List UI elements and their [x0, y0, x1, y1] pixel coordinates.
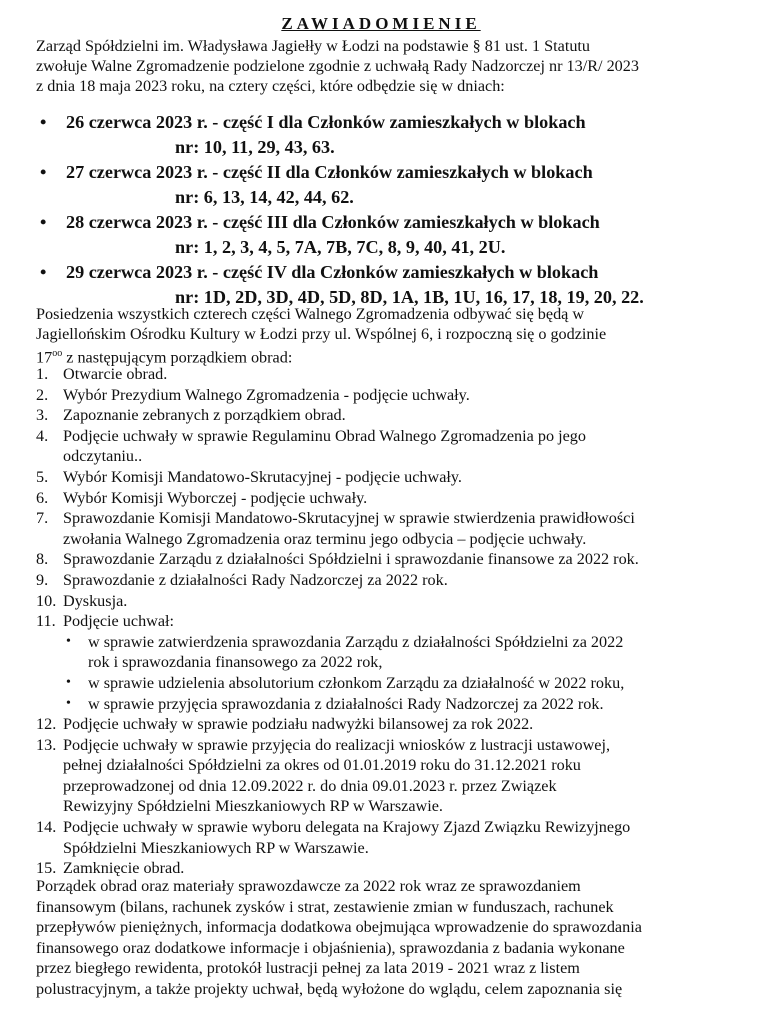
- start-hour: 17: [36, 348, 53, 367]
- agenda-item: [36, 385, 736, 406]
- agenda-item-text: Podjęcie uchwały w sprawie wyboru delegata na Krajowy Zjazd Związku Rewizyjnego: [63, 818, 631, 837]
- agenda-item-number: 3.: [36, 406, 49, 425]
- materials-line: finansowego oraz dodatkowe informacje i objaśnienia), sprawozdania z badania wykonane: [36, 938, 625, 957]
- notice-title: ZAWIADOMIENIE: [281, 14, 481, 33]
- resolution-text: w sprawie zatwierdzenia sprawozdania Zarządu z działalności Spółdzielni za 2022: [88, 632, 624, 651]
- meeting-part-1: [40, 110, 740, 160]
- meeting-part-2: [40, 160, 740, 210]
- agenda-item-text: Wybór Komisji Wyborczej - podjęcie uchwały.: [63, 488, 368, 507]
- intro-paragraph: [36, 36, 726, 96]
- agenda-item: [36, 714, 736, 735]
- materials-line: Porządek obrad oraz materiały sprawozdawcze za 2022 rok wraz ze sprawozdaniem: [36, 877, 581, 895]
- agenda-item-number: 5.: [36, 467, 49, 486]
- agenda-list: [36, 364, 736, 879]
- venue-line: Jagiellońskim Ośrodku Kultury w Łodzi przy ul. Wspólnej 6, i rozpoczną się o godzinie: [36, 325, 607, 343]
- intro-line: Zarząd Spółdzielni im. Władysława Jagiełły w Łodzi na podstawie § 81 ust. 1 Statutu: [36, 37, 591, 55]
- bullet: •: [40, 112, 47, 132]
- meeting-blocks-line: nr: 1D, 2D, 3D, 4D, 5D, 8D, 1A, 1B, 1U, 16, 17, 18, 19, 20, 22.: [175, 287, 644, 307]
- agenda-item-text: Sprawozdanie Komisji Mandatowo-Skrutacyjnej w sprawie stwierdzenia prawidłowości: [63, 509, 635, 528]
- agenda-item-text: Dyskusja.: [63, 591, 128, 610]
- agenda-item: [36, 611, 736, 632]
- agenda-item: [36, 735, 736, 817]
- meeting-part-3: [40, 210, 740, 260]
- resolution-text: rok i sprawozdania finansowego za 2022 rok,: [88, 653, 383, 672]
- agenda-item-text: Sprawozdanie z działalności Rady Nadzorczej za 2022 rok.: [63, 570, 448, 589]
- bullet: •: [40, 212, 47, 232]
- agenda-item-text: Wybór Komisji Mandatowo-Skrutacyjnej - podjęcie uchwały.: [63, 467, 462, 486]
- agenda-item-number: 1.: [36, 365, 49, 383]
- agenda-item-text: Podjęcie uchwały w sprawie przyjęcia do realizacji wniosków z lustracji ustawowej,: [63, 735, 611, 754]
- agenda-intro: z następującym porządkiem obrad:: [62, 348, 293, 367]
- materials-paragraph: [36, 876, 726, 1000]
- resolution-text: w sprawie udzielenia absolutorium członkom Zarządu za działalność w 2022 roku,: [88, 673, 625, 692]
- agenda-item-number: 4.: [36, 426, 49, 445]
- agenda-item-text: Zamknięcie obrad.: [63, 859, 185, 878]
- intro-line: zwołuje Walne Zgromadzenie podzielone zgodnie z uchwałą Rady Nadzorczej nr 13/R/ 2023: [36, 57, 639, 75]
- meeting-blocks-line: nr: 1, 2, 3, 4, 5, 7A, 7B, 7C, 8, 9, 40, 41, 2U.: [175, 237, 506, 257]
- agenda-item: [36, 405, 736, 426]
- bullet: •: [40, 162, 47, 182]
- materials-line: polustracyjnym, a także projekty uchwał, będą wyłożone do wglądu, celem zapoznania się: [36, 979, 623, 998]
- meeting-blocks-line: nr: 10, 11, 29, 43, 63.: [175, 137, 335, 157]
- resolution-item: [36, 694, 736, 715]
- resolution-item: [36, 632, 736, 673]
- agenda-item: [36, 467, 736, 488]
- start-minutes: oo: [52, 348, 63, 359]
- agenda-item-text: pełnej działalności Spółdzielni za okres od 01.01.2019 roku do 31.12.2021 roku: [63, 756, 581, 775]
- intro-line: z dnia 18 maja 2023 roku, na cztery części, które odbędzie się w dniach:: [36, 77, 505, 95]
- agenda-item-text: Sprawozdanie Zarządu z działalności Spółdzielni i sprawozdanie finansowe za 2022 rok.: [63, 550, 639, 569]
- agenda-item-number: 8.: [36, 550, 49, 569]
- agenda-item-number: 15.: [36, 859, 57, 878]
- bullet: •: [66, 633, 71, 649]
- agenda-item-number: 13.: [36, 735, 57, 754]
- agenda-item-text: Otwarcie obrad.: [63, 365, 168, 383]
- meeting-date-line: 27 czerwca 2023 r. - część II dla Członków zamieszkałych w blokach: [66, 162, 593, 182]
- agenda-item: [36, 549, 736, 570]
- agenda-item-number: 7.: [36, 509, 49, 528]
- meeting-date-line: 26 czerwca 2023 r. - część I dla Członków zamieszkałych w blokach: [66, 112, 586, 132]
- agenda-item: [36, 508, 736, 549]
- agenda-item-number: 9.: [36, 570, 49, 589]
- agenda-item-text: Spółdzielni Mieszkaniowych RP w Warszawie.: [63, 838, 369, 857]
- agenda-item-number: 14.: [36, 818, 57, 837]
- agenda-item-text: Podjęcie uchwały w sprawie Regulaminu Obrad Walnego Zgromadzenia po jego: [63, 426, 586, 445]
- bullet: •: [40, 262, 47, 282]
- agenda-item: [36, 364, 736, 385]
- agenda-item-text: Podjęcie uchwały w sprawie podziału nadwyżki bilansowej za rok 2022.: [63, 715, 534, 734]
- agenda-item: [36, 817, 736, 858]
- agenda-item-text: Zapoznanie zebranych z porządkiem obrad.: [63, 406, 346, 425]
- meeting-schedule: [40, 110, 740, 310]
- agenda-item-number: 6.: [36, 488, 49, 507]
- venue-paragraph: [36, 304, 726, 367]
- meeting-date-line: 29 czerwca 2023 r. - część IV dla Członków zamieszkałych w blokach: [66, 262, 599, 282]
- meeting-date-line: 28 czerwca 2023 r. - część III dla Członków zamieszkałych w blokach: [66, 212, 600, 232]
- agenda-item: [36, 591, 736, 612]
- materials-line: finansowym (bilans, rachunek zysków i strat, zestawienie zmian w funduszach, rachunek: [36, 897, 614, 916]
- materials-line: przepływów pieniężnych, informacja dodatkowa obejmująca wprowadzenie do sprawozdania: [36, 918, 642, 937]
- agenda-item-number: 10.: [36, 591, 57, 610]
- agenda-item: [36, 488, 736, 509]
- meeting-part-4: [40, 260, 740, 310]
- resolution-text: w sprawie przyjęcia sprawozdania z działalności Rady Nadzorczej za 2022 rok.: [88, 694, 604, 713]
- venue-line: Posiedzenia wszystkich czterech części Walnego Zgromadzenia odbywać się będą w: [36, 305, 585, 323]
- agenda-item: [36, 570, 736, 591]
- agenda-item-number: 2.: [36, 385, 49, 404]
- agenda-item-number: 12.: [36, 715, 57, 734]
- agenda-item-text: Rewizyjny Spółdzielni Mieszkaniowych RP w Warszawie.: [63, 797, 443, 816]
- agenda-item-number: 11.: [36, 612, 56, 631]
- agenda-item: [36, 426, 736, 467]
- agenda-item-text: zwołania Walnego Zgromadzenia oraz terminu jego odbycia – podjęcie uchwały.: [63, 529, 587, 548]
- agenda-item-text: Podjęcie uchwał:: [63, 612, 175, 631]
- meeting-blocks-line: nr: 6, 13, 14, 42, 44, 62.: [175, 187, 354, 207]
- agenda-item-text: odczytaniu..: [63, 447, 143, 466]
- bullet: •: [66, 695, 71, 711]
- resolution-item: [36, 673, 736, 694]
- agenda-item-text: przeprowadzonej od dnia 12.09.2022 r. do dnia 09.01.2023 r. przez Związek: [63, 776, 557, 795]
- bullet: •: [66, 674, 71, 690]
- materials-line: przez biegłego rewidenta, protokół lustracji pełnej za lata 2019 - 2021 wraz z listem: [36, 959, 580, 978]
- agenda-item-text: Wybór Prezydium Walnego Zgromadzenia - podjęcie uchwały.: [63, 385, 470, 404]
